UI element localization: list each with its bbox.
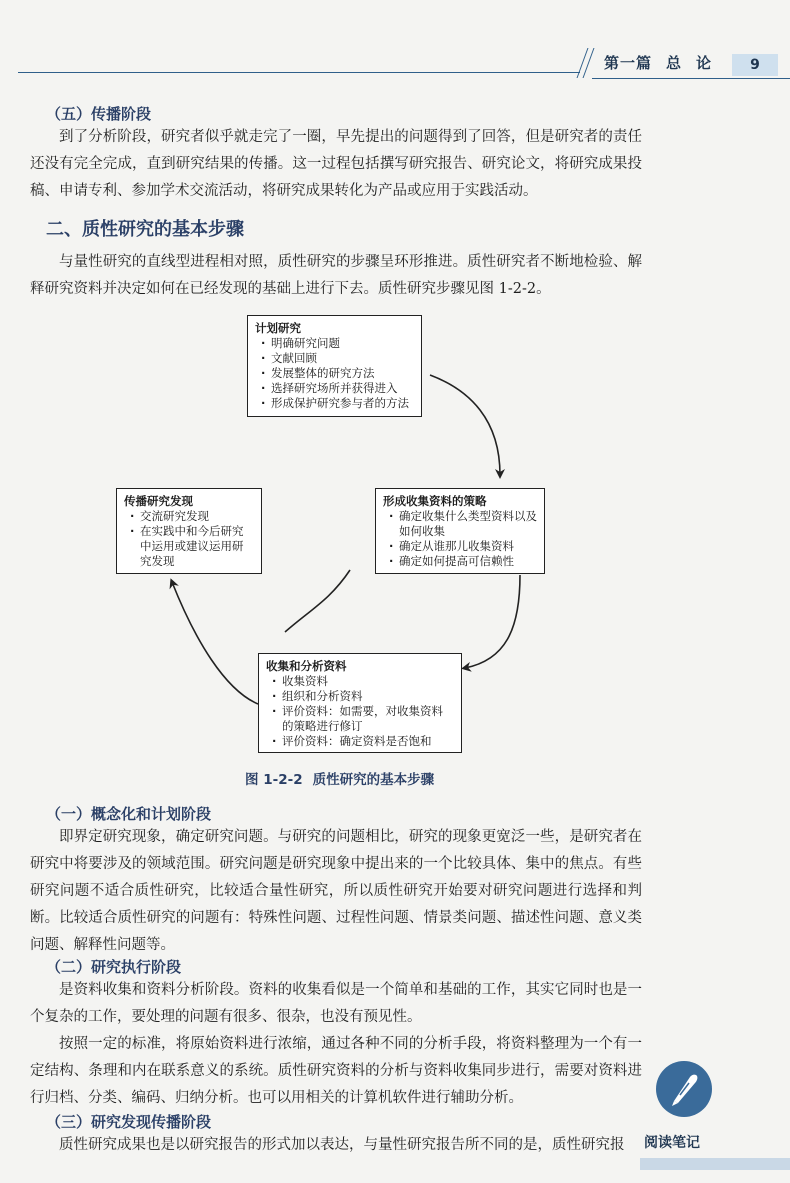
collection-strategy-box (375, 488, 545, 574)
chapter-heading: 二、质性研究的基本步骤 (46, 219, 244, 240)
box-item: · 在实践中和今后研究中运用或建议运用研究发现 (130, 524, 254, 569)
section-heading: （二）研究执行阶段 (46, 958, 182, 976)
reading-notes-label: 阅读笔记 (644, 1135, 700, 1151)
bottom-band (640, 1158, 790, 1170)
box-item: · 确定如何提高可信赖性 (389, 554, 537, 569)
paragraph: 到了分析阶段，研究者似乎就走完了一圈，早先提出的问题得到了回答，但是研究者的责任还没有完全完成，直到研究结果的传播。这一过程包括撰写研究报告、研究论文，将研究成果投稿、申请专利、参加学术交流活动，将研究成果转化为产品或应用于实践活动。 (30, 129, 642, 199)
pen-nib-icon (656, 1061, 712, 1117)
running-header (604, 52, 712, 73)
header-part-name: 第一篇 (604, 54, 653, 72)
plan-research-box (247, 315, 422, 417)
disseminate-findings-box (116, 488, 262, 574)
box-item: · 选择研究场所并获得进入 (261, 381, 414, 396)
page-number: 9 (732, 54, 778, 76)
box-item: · 发展整体的研究方法 (261, 366, 414, 381)
figure-caption (245, 768, 434, 788)
section-heading: （一）概念化和计划阶段 (46, 805, 212, 823)
collect-analyze-box (258, 653, 462, 753)
box-item: · 形成保护研究参与者的方法 (261, 396, 414, 411)
paragraph: 按照一定的标准，将原始资料进行浓缩，通过各种不同的分析手段，将资料整理为一个有一定结构、条理和内在联系意义的系统。质性研究资料的分析与资料收集同步进行，需要对资料进行归档、分类、编码、归纳分析。也可以用相关的计算机软件进行辅助分析。 (30, 1036, 642, 1106)
box-item: · 评价资料：确定资料是否饱和 (272, 734, 454, 749)
box-title: 收集和分析资料 (266, 659, 347, 673)
box-title: 传播研究发现 (124, 494, 193, 508)
box-item: · 交流研究发现 (130, 509, 254, 524)
figure-number: 图 1-2-2 (245, 772, 303, 788)
box-item: · 组织和分析资料 (272, 689, 454, 704)
paragraph: 是资料收集和资料分析阶段。资料的收集看似是一个简单和基础的工作，其实它同时也是一个复杂的工作，要处理的问题有很多、很杂，也没有预见性。 (30, 982, 642, 1025)
section-heading: （五）传播阶段 (46, 105, 152, 123)
section-heading: （三）研究发现传播阶段 (46, 1113, 212, 1131)
box-item: · 文献回顾 (261, 351, 414, 366)
paragraph: 与量性研究的直线型进程相对照，质性研究的步骤呈环形推进。质性研究者不断地检验、解释研究资料并决定如何在已经发现的基础上进行下去。质性研究步骤见图 1-2-2。 (30, 254, 642, 297)
box-item: · 确定收集什么类型资料以及如何收集 (389, 509, 537, 539)
header-rule (18, 72, 580, 73)
box-title: 计划研究 (255, 321, 301, 335)
box-title: 形成收集资料的策略 (383, 494, 487, 508)
figure-title: 质性研究的基本步骤 (312, 772, 435, 788)
box-item: · 评价资料：如需要，对收集资料的策略进行修订 (272, 704, 454, 734)
box-item: · 明确研究问题 (261, 336, 414, 351)
header-part-char: 论 (696, 54, 713, 72)
header-part-char: 总 (666, 54, 683, 72)
paragraph: 即界定研究现象，确定研究问题。与研究的问题相比，研究的现象更宽泛一些，是研究者在研究中将要涉及的领域范围。研究问题是研究现象中提出来的一个比较具体、集中的焦点。有些研究问题不适合质性研究，比较适合量性研究，所以质性研究开始要对研究问题进行选择和判断。比较适合质性研究的问题有：特殊性问题、过程性问题、情景类问题、描述性问题、意义类问题、解释性问题等。 (30, 829, 642, 953)
box-item: · 确定从谁那儿收集资料 (389, 539, 537, 554)
box-item: · 收集资料 (272, 674, 454, 689)
paragraph: 质性研究成果也是以研究报告的形式加以表达，与量性研究报告所不同的是，质性研究报 (59, 1137, 625, 1153)
